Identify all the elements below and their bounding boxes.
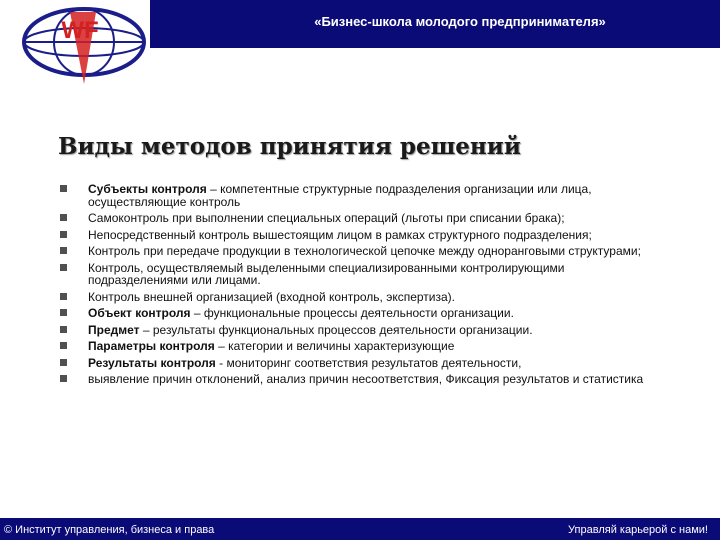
list-item [60,373,660,386]
footer-copyright: © Институт управления, бизнеса и права [4,524,215,536]
square-bullet-icon [60,247,67,254]
list-item [60,357,660,370]
header-title: «Бизнес-школа молодого предпринимателя» [314,14,606,29]
bullet-text: выявление причин отклонений, анализ причин несоответствия, Фиксация результатов и статистика [88,372,644,386]
logo-text: WF [61,17,99,44]
globe-logo-icon [10,4,170,88]
list-item [60,291,660,304]
square-bullet-icon [60,359,67,366]
bullet-term: Параметры контроля [88,339,215,353]
bullet-text: - мониторинг соответствия результатов деятельности, [215,355,522,370]
square-bullet-icon [60,309,67,316]
slide-title: Виды методов принятия решений [58,133,521,160]
bullet-term: Объект контроля [88,306,191,320]
square-bullet-icon [60,293,67,300]
bullet-text: Непосредственный контроль вышестоящим лицом в рамках структурного подразделения; [88,227,592,242]
square-bullet-icon [60,342,67,349]
bullet-text: – результаты функциональных процессов деятельности организации. [139,322,533,337]
list-item [60,324,660,337]
list-item [60,183,660,208]
bullet-text: Контроль, осуществляемый выделенными специализированными контролирующими подразделениями или лицами. [88,260,565,287]
list-item [60,212,660,225]
footer-slogan: Управляй карьерой с нами! [568,524,708,536]
bullet-text: Самоконтроль при выполнении специальных операций (льготы при списании брака); [88,211,565,225]
square-bullet-icon [60,185,67,192]
bullet-text: – компетентные структурные подразделения организации или лица, осуществляющие контроль [88,182,592,209]
list-item [60,245,660,258]
square-bullet-icon [60,214,67,221]
list-item [60,262,660,287]
bullet-list [60,183,660,390]
bullet-text: – категории и величины характеризующие [214,339,455,353]
square-bullet-icon [60,264,67,271]
list-item [60,340,660,353]
list-item [60,307,660,320]
list-item [60,229,660,242]
bullet-term: Предмет [88,322,140,337]
bullet-term: Субъекты контроля [88,182,207,196]
square-bullet-icon [60,231,67,238]
bullet-term: Результаты контроля [88,355,216,370]
square-bullet-icon [60,375,67,382]
bullet-text: Контроль внешней организацией (входной контроль, экспертиза). [88,289,455,304]
bullet-text: Контроль при передаче продукции в технологической цепочке между одноранговыми структурами; [88,244,641,258]
bullet-text: – функциональные процессы деятельности организации. [190,306,514,320]
square-bullet-icon [60,326,67,333]
